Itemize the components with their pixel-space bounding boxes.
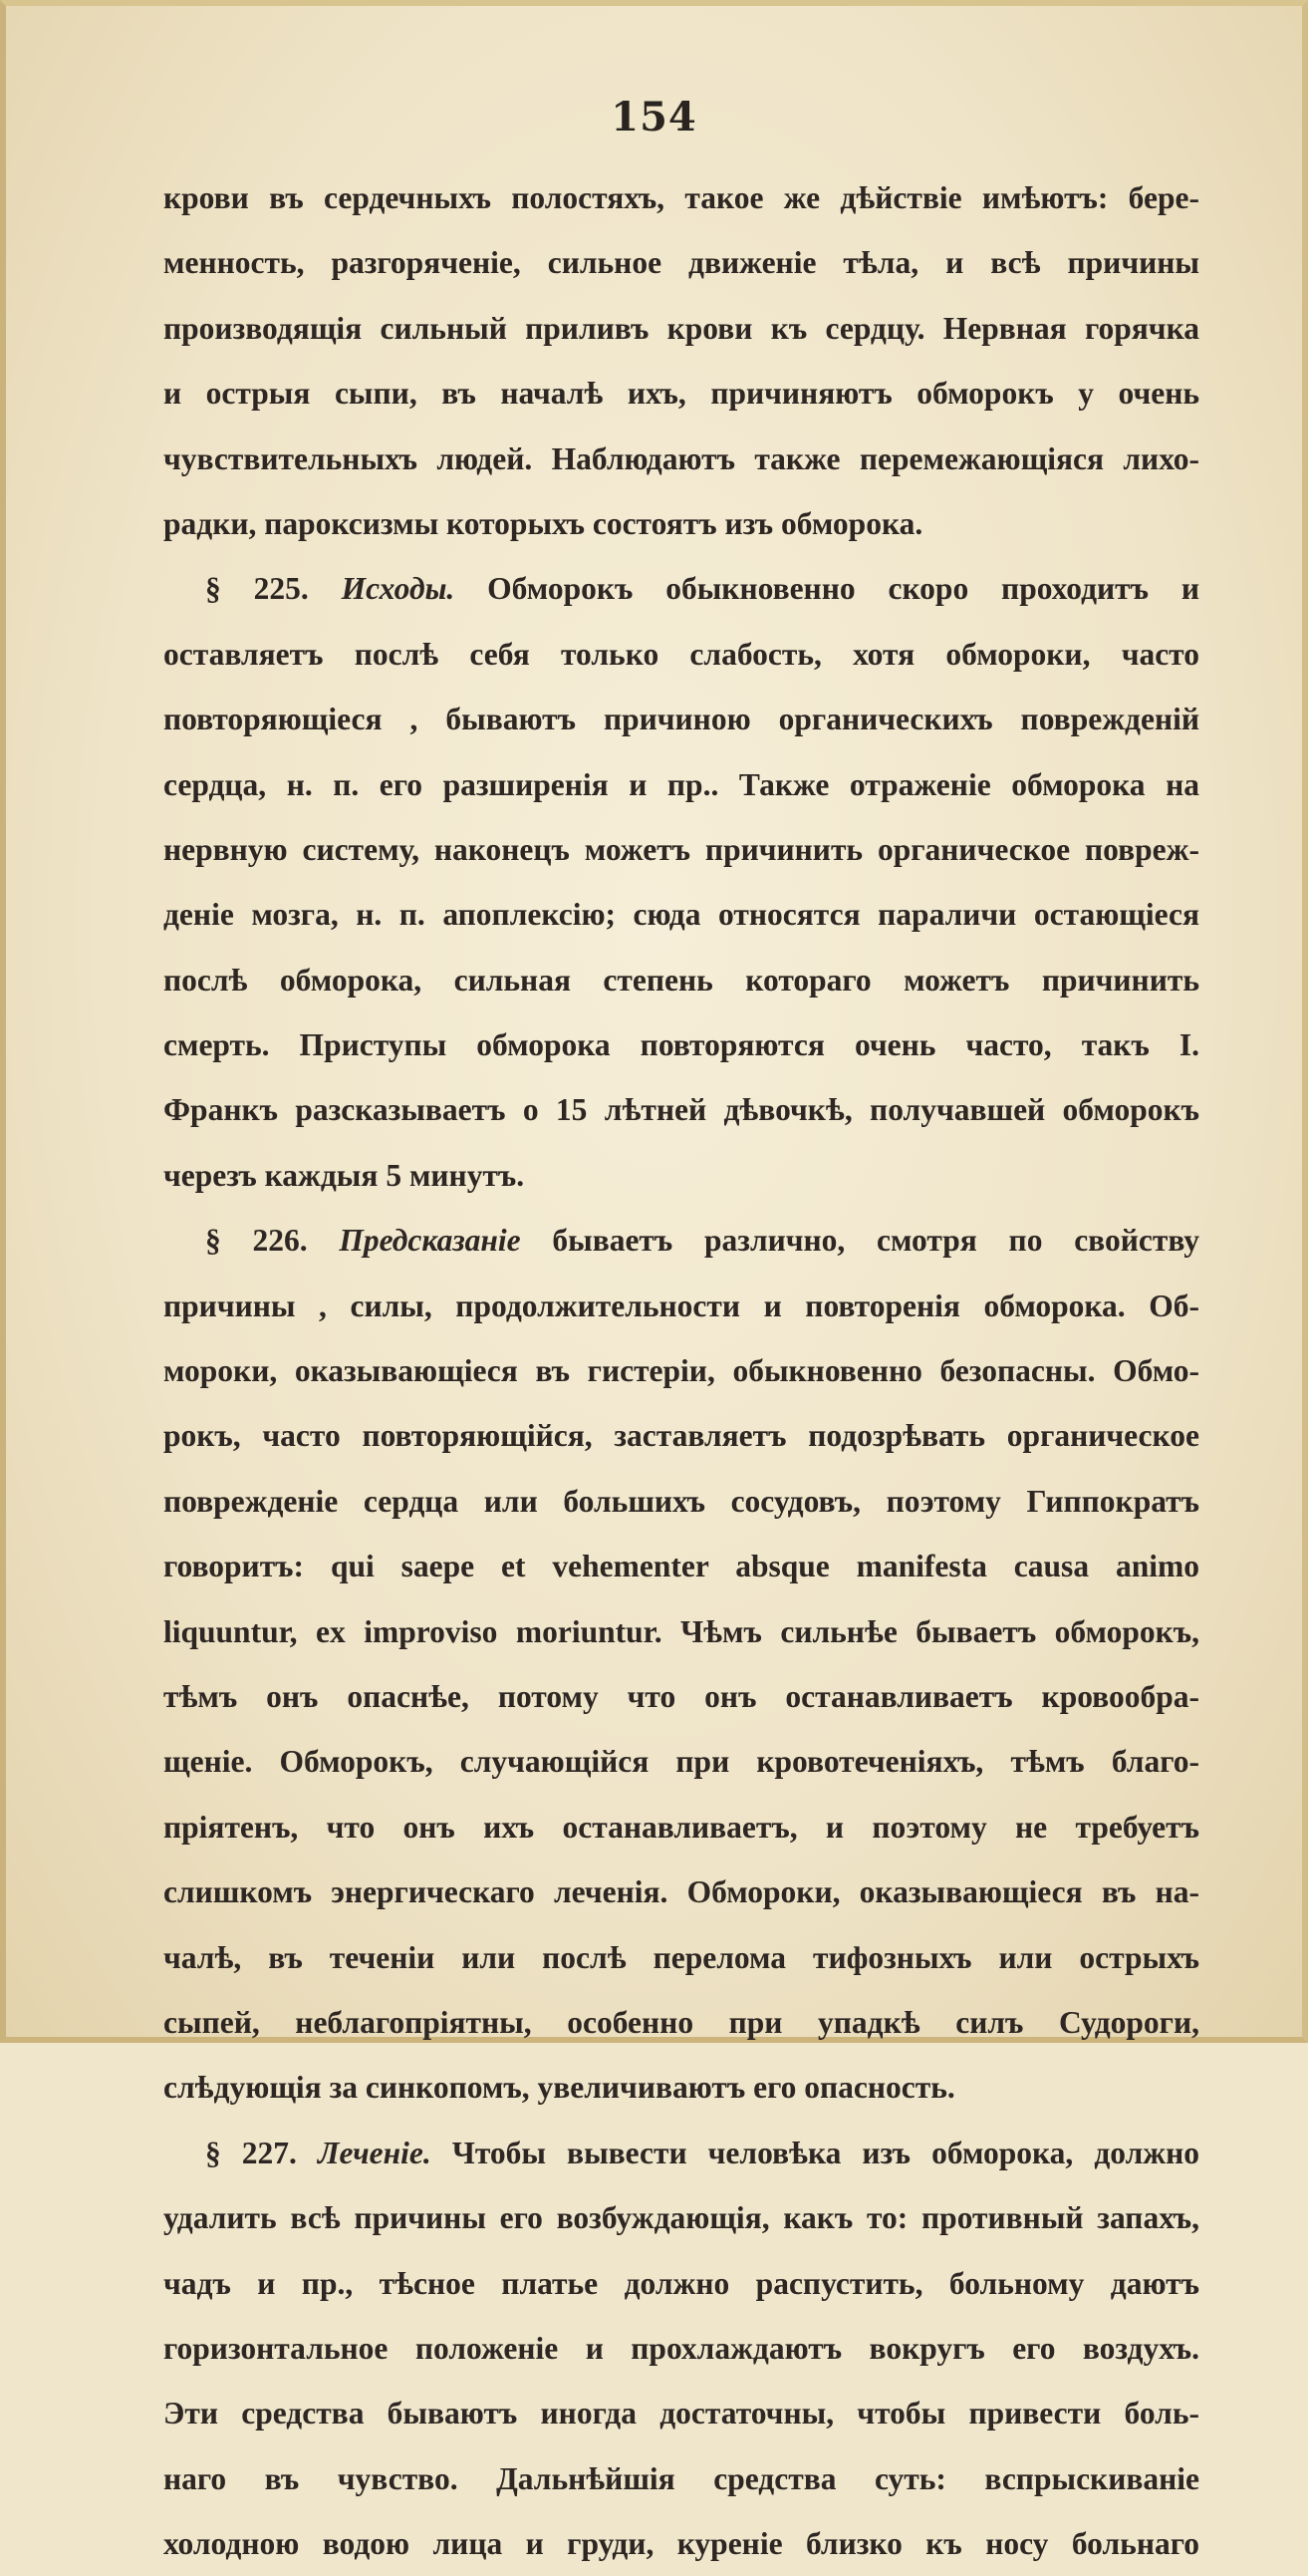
text-line: крови въ сердечныхъ полостяхъ, такое же дѣйствіе имѣютъ: бере- [163,180,1199,215]
section-first-line [163,556,1199,621]
text-line: горизонтальное положеніе и прохлаждаютъ вокругъ его воздухъ. [163,2330,1199,2366]
text-line: и острыя сыпи, въ началѣ ихъ, причиняютъ обморокъ у очень [163,376,1199,412]
text-line: холодною водою лица и груди, куреніе близко къ носу больнаго [163,2526,1199,2562]
text-line: сердца, н. п. его разширенія и пр.. Также отраженіе обморока на [163,766,1199,802]
section-number: § 227. [205,2135,318,2170]
text-line: производящія сильный приливъ крови къ сердцу. Нервная горячка [163,310,1199,346]
section-number: § 225. [205,571,342,607]
text-line: послѣ обморока, сильная степень котораго можетъ причинить [163,962,1199,998]
page-number: 154 [611,94,697,141]
text-line: удалить всѣ причины его возбуждающія, какъ то: противный запахъ, [163,2200,1199,2236]
text-line: деніе мозга, н. п. апоплексію; сюда относятся параличи остающіеся [163,897,1199,933]
section-first-line [163,2121,1199,2185]
text-line: liquuntur, ex improviso moriuntur. Чѣмъ сильнѣе бываетъ обморокъ, [163,1613,1199,1649]
text-line: говоритъ: qui saepe et vehementer absque manifesta causa animo [163,1549,1199,1584]
text-line: тѣмъ онъ опаснѣе, потому что онъ останавливаетъ кровообра- [163,1678,1199,1714]
text-line: смерть. Приступы обморока повторяются очень часто, такъ І. [163,1027,1199,1063]
text-line: черезъ каждыя 5 минутъ. [163,1157,525,1193]
text-line: оставляетъ послѣ себя только слабость, хотя обмороки, часто [163,636,1199,672]
text-line: Франкъ разсказываетъ о 15 лѣтней дѣвочкѣ, получавшей обморокъ [163,1092,1199,1128]
section-heading: Исходы. [341,571,455,607]
text-line: Эти средства бываютъ иногда достаточны, чтобы привести боль- [163,2396,1199,2432]
text-line: рокъ, часто повторяющійся, заставляетъ подозрѣвать органическое [163,1418,1199,1454]
text-line: радки, пароксизмы которыхъ состоятъ изъ обморока. [163,505,923,541]
text-line: слишкомъ энергическаго леченія. Обмороки, оказывающіеся въ на- [163,1874,1199,1910]
section-text: Чтобы вывести человѣка изъ обморока, должно [430,2135,1200,2170]
text-line: поврежденіе сердца или большихъ сосудовъ, поэтому Гиппократъ [163,1483,1199,1519]
text-line: сыпей, неблагопріятны, особенно при упадкѣ силъ Судороги, [163,2004,1199,2040]
section-first-line [163,1208,1199,1273]
text-line: повторяющіеся , бываютъ причиною органическихъ поврежденій [163,702,1199,737]
text-line: чадъ и пр., тѣсное платье должно распустить, больному даютъ [163,2265,1199,2301]
text-line: менность, разгоряченіе, сильное движеніе тѣла, и всѣ причины [163,245,1199,281]
text-line: слѣдующія за синкопомъ, увеличиваютъ его опасность. [163,2070,955,2106]
text-line: наго въ чувство. Дальнѣйшія средства суть: вспрыскиваніе [163,2460,1199,2496]
text-line: чалѣ, въ теченіи или послѣ перелома тифозныхъ или острыхъ [163,1939,1199,1975]
section-text: Обморокъ обыкновенно скоро проходитъ и [454,571,1199,607]
body-text [163,165,1199,2576]
text-line: причины , силы, продолжительности и повторенія обморока. Об- [163,1288,1199,1323]
text-line: пріятенъ, что онъ ихъ останавливаетъ, и поэтому не требуетъ [163,1809,1199,1845]
text-line: мороки, оказывающіеся въ гистеріи, обыкновенно безопасны. Обмо- [163,1353,1199,1389]
section-number: § 226. [205,1223,340,1259]
text-line: чувствительныхъ людей. Наблюдаютъ также перемежающіяся лихо- [163,440,1199,476]
text-line: щеніе. Обморокъ, случающійся при кровотеченіяхъ, тѣмъ благо- [163,1744,1199,1780]
section-text: бываетъ различно, смотря по свойству [520,1223,1200,1259]
text-line: нервную систему, наконецъ можетъ причинить органическое повреж- [163,831,1199,867]
section-heading: Леченіе. [317,2135,431,2170]
section-heading: Предсказаніе [339,1223,521,1259]
